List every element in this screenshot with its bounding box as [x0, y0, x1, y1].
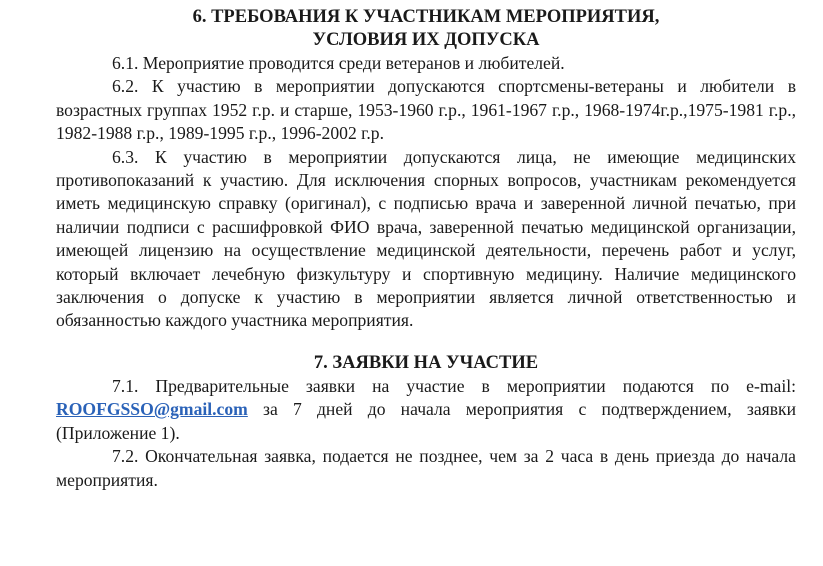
document-page — [56, 6, 796, 492]
paragraph-6-1: 6.1. Мероприятие проводится среди ветеранов и любителей. — [112, 53, 565, 73]
section-spacer — [56, 333, 796, 352]
paragraph-7-1-text-before: 7.1. Предварительные заявки на участие в мероприятии подаются по e-mail: — [112, 375, 796, 396]
section-7-heading: 7. ЗАЯВКИ НА УЧАСТИЕ — [313, 352, 539, 373]
paragraph-7-1 — [56, 375, 796, 445]
paragraph-7-2: 7.2. Окончательная заявка, подается не позднее, чем за 2 часа в день приезда до начала мероприятия. — [56, 446, 796, 490]
paragraph-6-2: 6.2. К участию в мероприятии допускаются спортсмены-ветераны и любители в возрастных группах 1952 г.р. и старше, 1953-1960 г.р., 1961-1967 г.р., 1968-1974г.р.,1975-1981 г.р., 1982-1988 г.р., 1989-1995 г.р., 1996-2002 г.р. — [56, 76, 796, 144]
section-6-title-line-2: УСЛОВИЯ ИХ ДОПУСКА — [312, 30, 540, 50]
section-6-heading — [56, 6, 796, 52]
section-6-title-line-1: 6. ТРЕБОВАНИЯ К УЧАСТНИКАМ МЕРОПРИЯТИЯ, — [192, 7, 660, 27]
paragraph-7-1-text-after: за 7 дней до начала мероприятия с подтверждением, заявки (Приложение 1). — [56, 399, 796, 443]
paragraph-6-3: 6.3. К участию в мероприятии допускаются лица, не имеющие медицинских противопоказаний к участию. Для исключения спорных вопросов, участникам рекомендуется иметь медицинскую справку (оригинал), с подписью врача и заверенной личной печатью, при наличии подписи с расшифровкой ФИО врача, заверенной печатью медицинской организации, имеющей лицензию на осуществление медицинской деятельности, перечень работ и услуг, который включает лечебную физкультуру и спортивную медицину. Наличие медицинского заключения о допуске к участию в мероприятии является личной ответственностью и обязанностью каждого участника мероприятия. — [56, 146, 796, 331]
email-link[interactable]: ROOFGSSO@gmail.com — [56, 399, 248, 420]
